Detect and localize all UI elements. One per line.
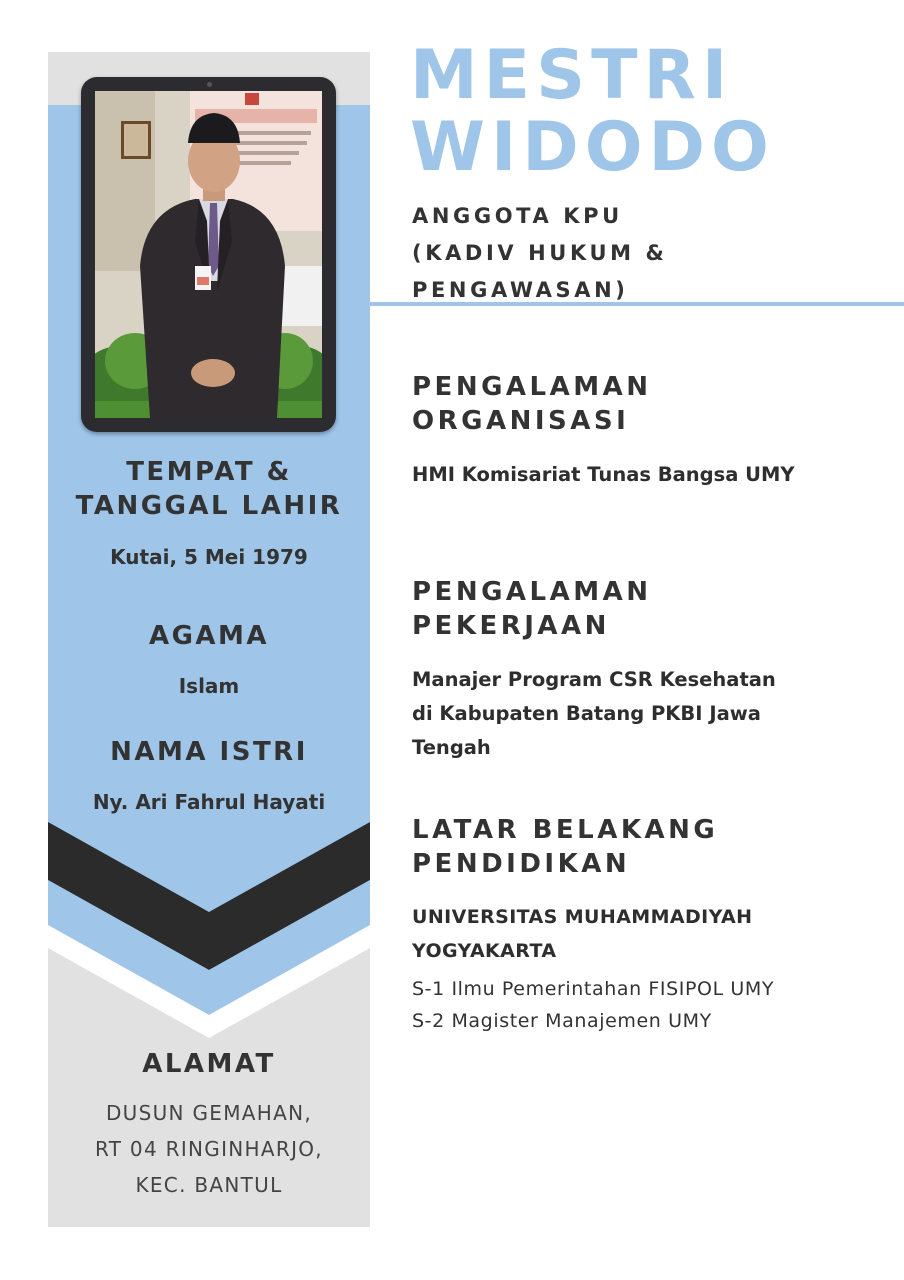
address-heading: ALAMAT [142, 1049, 276, 1079]
organization-list [412, 458, 882, 492]
education-title-line2: PENDIDIKAN [412, 849, 631, 879]
header-divider [370, 302, 904, 306]
role-line3: PENGAWASAN) [412, 278, 629, 302]
education-degree2: S-2 Magister Manajemen UMY [412, 1010, 712, 1032]
education-school-line1: UNIVERSITAS MUHAMMADIYAH [412, 906, 753, 928]
work-title-line1: PENGALAMAN [412, 577, 652, 607]
birth-value: Kutai, 5 Mei 1979 [110, 545, 308, 569]
name-line1: MESTRI [410, 36, 734, 115]
birth-heading-line2: TANGGAL LAHIR [75, 491, 343, 521]
religion-value-block [48, 672, 370, 700]
role-line2: (KADIV HUKUM & [412, 241, 668, 265]
religion-value: Islam [178, 674, 240, 698]
birth-section [48, 455, 370, 523]
birth-heading-line1: TEMPAT & [126, 457, 292, 487]
name-line2: WIDODO [410, 108, 775, 187]
address-block [48, 1095, 370, 1203]
work-description [412, 663, 882, 765]
work-line1: Manajer Program CSR Kesehatan [412, 668, 776, 691]
portrait-photo [95, 91, 322, 418]
work-line2: di Kabupaten Batang PKBI Jawa [412, 702, 761, 725]
religion-section [48, 619, 370, 653]
person-role [412, 198, 882, 309]
person-name [410, 36, 890, 187]
education-degree1: S-1 Ilmu Pemerintahan FISIPOL UMY [412, 978, 775, 1000]
role-line1: ANGGOTA KPU [412, 204, 623, 228]
work-line3: Tengah [412, 736, 491, 759]
birth-value-block [48, 543, 370, 571]
work-title [412, 575, 882, 643]
organization-item: HMI Komisariat Tunas Bangsa UMY [412, 463, 795, 486]
organization-title-line2: ORGANISASI [412, 406, 630, 436]
address-line1: DUSUN GEMAHAN, [105, 1101, 312, 1125]
spouse-section [48, 735, 370, 769]
education-school [412, 900, 882, 968]
portrait-tablet-frame [81, 77, 336, 432]
work-title-line2: PEKERJAAN [412, 611, 610, 641]
address-line2: RT 04 RINGINHARJO, [95, 1137, 323, 1161]
address-section [48, 1047, 370, 1081]
spouse-value: Ny. Ari Fahrul Hayati [92, 790, 326, 814]
organization-title-line1: PENGALAMAN [412, 372, 652, 402]
camera-icon [207, 82, 212, 87]
spouse-value-block [48, 788, 370, 816]
address-line3: KEC. BANTUL [135, 1173, 283, 1197]
education-school-line2: YOGYAKARTA [412, 940, 557, 962]
education-title-line1: LATAR BELAKANG [412, 815, 719, 845]
education-title [412, 813, 882, 881]
religion-heading: AGAMA [148, 621, 270, 651]
spouse-heading: NAMA ISTRI [110, 737, 308, 767]
organization-title [412, 370, 882, 438]
education-degrees [412, 973, 892, 1037]
